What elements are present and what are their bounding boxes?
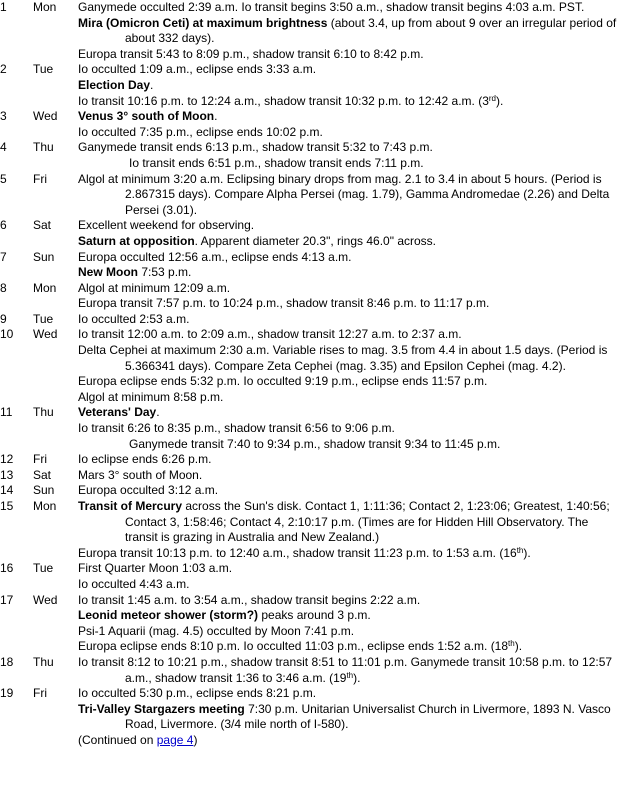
event-entry (78, 468, 618, 484)
event-entry (78, 561, 618, 577)
event-text: Europa occulted 3:12 a.m. (78, 483, 219, 498)
event-text: Io occulted 7:35 p.m., eclipse ends 10:02 p.m. (78, 124, 323, 139)
day-number: 14 (0, 483, 14, 498)
day-number: 10 (0, 327, 14, 342)
event-text: Europa eclipse ends 5:32 p.m. Io occulted 9:19 p.m., eclipse ends 11:57 p.m. (78, 374, 488, 389)
event-entry (78, 281, 618, 297)
calendar-day-row (0, 405, 625, 452)
event-text: Algol at minimum 8:58 p.m. (78, 389, 224, 404)
day-events (78, 405, 618, 452)
event-text: (about 3.4, up from about 9 over an irregular period of about 332 days). (125, 15, 617, 46)
event-entry (78, 421, 618, 437)
day-events (78, 561, 618, 592)
calendar-day-row (0, 655, 625, 686)
calendar-day-row (0, 452, 625, 468)
event-text: across the Sun's disk. Contact 1, 1:11:36; Contact 2, 1:23:06; Greatest, 1:40:56; Contact 3, 1:58:46; Contact 4, 2:10:17 p.m. (Times are for Hidden Hill Observatory. The transit is grazing in Australia and New Zealand.) (125, 499, 610, 545)
event-entry (78, 62, 618, 78)
event-entry (78, 109, 618, 125)
day-number: 17 (0, 592, 14, 607)
ordinal-suffix: th (516, 545, 524, 555)
event-entry (78, 47, 618, 63)
day-number: 19 (0, 686, 14, 701)
event-text: Io transit 10:16 p.m. to 12:24 a.m., shadow transit 10:32 p.m. to 12:42 a.m. (3 (78, 93, 489, 108)
calendar-day-row (0, 312, 625, 328)
event-entry (78, 702, 618, 733)
event-entry (78, 312, 618, 328)
day-of-week: Thu (33, 140, 54, 155)
day-number: 13 (0, 467, 14, 482)
day-events (78, 281, 618, 312)
event-highlight: Transit of Mercury (78, 499, 183, 513)
event-entry (78, 327, 618, 343)
event-entry (78, 374, 618, 390)
event-entry (78, 0, 618, 16)
day-number: 6 (0, 218, 7, 233)
event-text: Excellent weekend for observing. (78, 218, 255, 233)
calendar-day-row (0, 109, 625, 140)
event-text: Io transit ends 6:51 p.m., shadow transit ends 7:11 p.m. (129, 155, 424, 170)
event-entry (78, 78, 618, 94)
event-entry (78, 686, 618, 702)
day-of-week: Fri (33, 452, 47, 467)
event-text: Mars 3° south of Moon. (78, 467, 203, 482)
event-entry (78, 16, 618, 47)
event-highlight: Venus 3° south of Moon (78, 109, 215, 124)
event-text: Europa occulted 12:56 a.m., eclipse ends 4:13 a.m. (78, 249, 352, 264)
day-events (78, 452, 618, 468)
day-number: 7 (0, 249, 7, 264)
event-entry (78, 172, 618, 219)
event-text: Algol at minimum 3:20 a.m. Eclipsing binary drops from mag. 2.1 to 3.4 in about 5 hours. (Period is 2.867315 days). Compare Alpha Persei (mag. 1.79), Gamma Andromedae (2.26) and Delta Persei (3.01). (78, 171, 610, 217)
event-text: Io occulted 2:53 a.m. (78, 311, 190, 326)
calendar-day-row (0, 281, 625, 312)
calendar-day-row (0, 468, 625, 484)
event-text: Io occulted 4:43 a.m. (78, 576, 190, 591)
event-highlight: New Moon (78, 265, 138, 280)
calendar-day-row (0, 499, 625, 561)
event-highlight: Tri-Valley Stargazers meeting (78, 701, 245, 716)
event-text: Io transit 6:26 to 8:35 p.m., shadow transit 6:56 to 9:06 p.m. (78, 421, 395, 436)
event-text: Io transit 1:45 a.m. to 3:54 a.m., shadow transit begins 2:22 a.m. (78, 592, 421, 607)
event-entry (78, 140, 618, 156)
day-number: 15 (0, 499, 14, 513)
event-text: Europa transit 5:43 to 8:09 p.m., shadow transit 6:10 to 8:42 p.m. (78, 46, 424, 61)
event-text: Io occulted 5:30 p.m., eclipse ends 8:21 p.m. (78, 686, 317, 701)
event-text: . (214, 109, 218, 124)
event-entry (78, 405, 618, 421)
day-number: 2 (0, 62, 7, 77)
event-entry (78, 234, 618, 250)
ordinal-suffix: rd (488, 93, 497, 103)
event-entry (78, 655, 618, 686)
day-number: 8 (0, 280, 7, 295)
event-text: . Apparent diameter 20.3", rings 46.0" across. (194, 233, 436, 248)
day-number: 12 (0, 452, 14, 467)
day-of-week: Tue (33, 311, 54, 326)
event-entry (78, 265, 618, 281)
day-events (78, 250, 618, 281)
day-of-week: Sun (33, 249, 55, 264)
day-events (78, 140, 618, 171)
day-number: 3 (0, 109, 7, 124)
event-text: 7:30 p.m. Unitarian Universalist Church in Livermore, 1893 N. Vasco Road, Livermore. (3/4 mile north of I-580). (125, 701, 611, 732)
event-text: Europa eclipse ends 8:10 p.m. Io occulted 11:03 p.m., eclipse ends 1:52 a.m. (18 (78, 639, 509, 654)
event-highlight: Veterans' Day (78, 405, 157, 420)
day-of-week: Fri (33, 686, 47, 701)
event-text: Io eclipse ends 6:26 p.m. (78, 452, 212, 467)
calendar-day-row (0, 172, 625, 219)
event-text: Ganymede occulted 2:39 a.m. Io transit begins 3:50 a.m., shadow transit begins 4:03 a.m. PST. (78, 0, 585, 14)
day-of-week: Mon (33, 280, 57, 295)
event-text: Algol at minimum 12:09 a.m. (78, 280, 231, 295)
day-events (78, 499, 618, 561)
event-text: Psi-1 Aquarii (mag. 4.5) occulted by Moon 7:41 p.m. (78, 623, 355, 638)
event-entry (78, 218, 618, 234)
ordinal-suffix: th (346, 670, 354, 680)
event-entry (78, 608, 618, 624)
day-of-week: Sat (33, 218, 52, 233)
day-events (78, 218, 618, 249)
day-events (78, 686, 618, 748)
event-text: First Quarter Moon 1:03 a.m. (78, 561, 233, 576)
day-events (78, 109, 618, 140)
calendar-day-row (0, 250, 625, 281)
event-highlight: Election Day (78, 77, 151, 92)
continued-page-link[interactable]: page 4 (156, 732, 194, 747)
event-text: 7:53 p.m. (138, 265, 192, 280)
event-text: ). (514, 639, 523, 654)
event-entry (78, 343, 618, 374)
day-of-week: Tue (33, 561, 54, 576)
day-of-week: Thu (33, 654, 54, 669)
day-events (78, 593, 618, 655)
event-highlight: Saturn at opposition (78, 233, 195, 248)
day-of-week: Tue (33, 62, 54, 77)
event-entry (78, 624, 618, 640)
day-events (78, 327, 618, 405)
event-text: ). (353, 670, 361, 685)
day-events (78, 483, 618, 499)
event-text: (Continued on (78, 732, 157, 747)
event-entry (78, 577, 618, 593)
calendar-day-row (0, 593, 625, 655)
day-number: 9 (0, 311, 7, 326)
event-text: Io occulted 1:09 a.m., eclipse ends 3:33 a.m. (78, 62, 317, 77)
ordinal-suffix: th (508, 639, 515, 649)
day-events (78, 655, 618, 686)
day-number: 16 (0, 561, 14, 576)
calendar-day-row (0, 0, 625, 62)
event-text: Europa transit 7:57 p.m. to 10:24 p.m., shadow transit 8:46 p.m. to 11:17 p.m. (78, 296, 490, 311)
day-of-week: Fri (33, 171, 47, 186)
event-entry (78, 125, 618, 141)
event-entry (78, 452, 618, 468)
event-text: Io transit 12:00 a.m. to 2:09 a.m., shadow transit 12:27 a.m. to 2:37 a.m. (78, 327, 462, 342)
event-entry (78, 94, 618, 110)
event-entry (78, 156, 618, 172)
event-text: Ganymede transit 7:40 to 9:34 p.m., shadow transit 9:34 to 11:45 p.m. (129, 436, 501, 451)
day-events (78, 0, 618, 62)
day-events (78, 172, 618, 219)
event-entry (78, 593, 618, 609)
calendar-day-row (0, 483, 625, 499)
day-of-week: Mon (33, 499, 57, 513)
event-entry (78, 546, 618, 562)
event-text: ) (193, 732, 198, 747)
calendar-day-row (0, 561, 625, 592)
event-entry (78, 639, 618, 655)
event-highlight: Leonid meteor shower (storm?) (78, 608, 259, 623)
day-number: 18 (0, 654, 14, 669)
day-events (78, 468, 618, 484)
event-entry (78, 733, 618, 749)
day-number: 4 (0, 140, 7, 155)
event-text: . (150, 77, 154, 92)
day-number: 1 (0, 0, 7, 14)
event-text: ). (523, 545, 531, 560)
day-number: 5 (0, 171, 7, 186)
event-text: . (156, 405, 160, 420)
event-text: peaks around 3 p.m. (258, 608, 371, 623)
event-text: ). (496, 93, 504, 108)
event-text: Io transit 8:12 to 10:21 p.m., shadow transit 8:51 to 11:01 p.m. Ganymede transit 10:58 p.m. to 12:57 a.m., shadow transit 1:36 to 3:46 a.m. (19 (78, 654, 613, 685)
day-events (78, 62, 618, 109)
day-of-week: Sat (33, 467, 52, 482)
event-entry (78, 483, 618, 499)
event-entry (78, 296, 618, 312)
event-highlight: Mira (Omicron Ceti) at maximum brightness (78, 15, 328, 30)
event-entry (78, 437, 618, 453)
event-entry (78, 390, 618, 406)
day-events (78, 312, 618, 328)
day-of-week: Wed (33, 327, 58, 342)
day-of-week: Wed (33, 109, 58, 124)
calendar-day-row (0, 218, 625, 249)
day-of-week: Wed (33, 592, 58, 607)
day-of-week: Sun (33, 483, 55, 498)
event-text: Ganymede transit ends 6:13 p.m., shadow transit 5:32 to 7:43 p.m. (78, 140, 433, 155)
event-text: Delta Cephei at maximum 2:30 a.m. Variable rises to mag. 3.5 from 4.4 in about 1.5 days. (Period is 5.366341 days). Compare Zeta Cephei (mag. 3.35) and Epsilon Cephei (mag. 4.2). (78, 343, 608, 373)
event-entry (78, 499, 618, 546)
event-entry (78, 250, 618, 266)
event-text: Europa transit 10:13 p.m. to 12:40 a.m., shadow transit 11:23 p.m. to 1:53 a.m. (16 (78, 545, 517, 560)
calendar-day-row (0, 140, 625, 171)
calendar-day-row (0, 62, 625, 109)
day-number: 11 (0, 405, 13, 420)
calendar-day-row (0, 327, 625, 405)
day-of-week: Mon (33, 0, 57, 14)
day-of-week: Thu (33, 405, 54, 420)
calendar-day-row (0, 686, 625, 748)
